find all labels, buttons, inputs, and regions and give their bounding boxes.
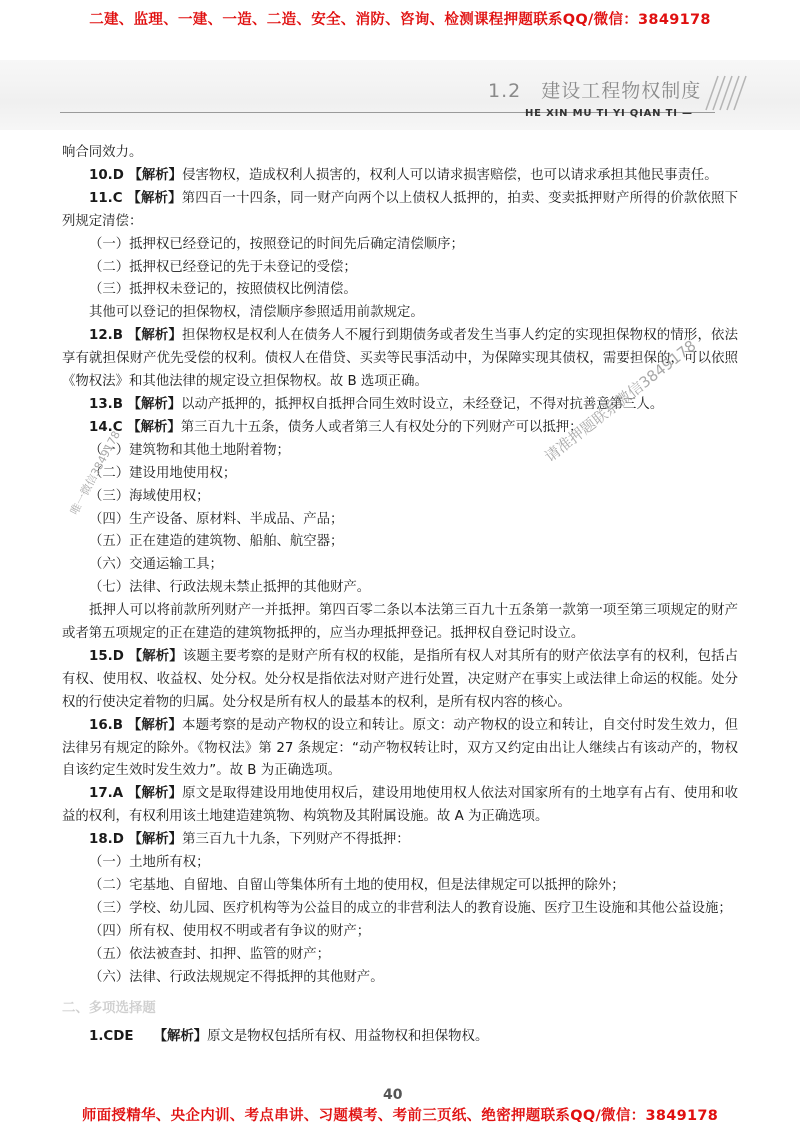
list-item (62, 852, 738, 875)
list-item (62, 486, 738, 509)
paragraph-text: 侵害物权，造成权利人损害的，权利人可以请求损害赔偿，也可以请求承担其他民事责任。 (182, 167, 718, 183)
list-item (62, 898, 738, 921)
paragraph (62, 302, 738, 325)
paragraph-text: （七）法律、行政法规未禁止抵押的其他财产。 (89, 580, 371, 596)
paragraph-text: 该题主要考察的是财产所有权的权能，是指所有权人对其所有的财产依法享有的权利，包括占有权、使用权、收益权、处分权。处分权是指依法对财产进行处置，决定财产在事实上或法律上命运的权能。处分权的行使决定着物的归属。处分权是所有权人的最基本的权利，是所有权内容的核心。 (62, 648, 739, 710)
paragraph-text: 抵押人可以将前款所列财产一并抵押。第四百零二条以本法第三百九十五条第一款第一项至第三项规定的财产或者第五项规定的正在建造的建筑物抵押的，应当办理抵押登记。抵押权自登记时设立。 (62, 603, 738, 642)
paragraph-text: （三）抵押权未登记的，按照债权比例清偿。 (89, 282, 357, 298)
paragraph-text: （二）宅基地、自留地、自留山等集体所有土地的使用权，但是法律规定可以抵押的除外； (89, 878, 625, 893)
answer-tag: 16.B 【解析】 (89, 717, 183, 733)
top-banner: 二建、监理、一建、一造、二造、安全、消防、咨询、检测课程押题联系QQ/微信：3849178 (89, 12, 711, 28)
section-subtitle: HE XIN MU TI YI QIAN TI — (525, 108, 693, 119)
paragraph (62, 1026, 738, 1049)
section-heading (62, 998, 738, 1021)
list-item (62, 531, 738, 554)
list-item (62, 554, 738, 577)
paragraph-text: 本题考察的是动产物权的设立和转让。原文：动产物权的设立和转让，自交付时发生效力，但法律另有规定的除外。《物权法》第 27 条规定：“动产物权转让时，双方又约定由出让人继续占有该动产的，物权自该约定生效时发生效力”。故 B 为正确选项。 (62, 717, 739, 779)
paragraph-text: （四）所有权、使用权不明或者有争议的财产； (89, 923, 371, 939)
paragraph (62, 646, 738, 715)
paragraph-text: （一）抵押权已经登记的，按照登记的时间先后确定清偿顺序； (89, 236, 464, 252)
paragraph-text: （三）学校、幼儿园、医疗机构等为公益目的成立的非营利法人的教育设施、医疗卫生设施和其他公益设施； (89, 900, 732, 916)
list-item (62, 509, 738, 532)
list-item (62, 463, 738, 486)
list-item (62, 577, 738, 600)
paragraph-text: （二）抵押权已经登记的先于未登记的受偿； (89, 259, 357, 275)
paragraph (62, 715, 738, 784)
paragraph (62, 165, 738, 188)
answer-tag: 1.CDE 【解析】 (89, 1029, 208, 1045)
answer-tag: 14.C 【解析】 (89, 419, 181, 435)
list-item (62, 440, 738, 463)
page-number: 40 (383, 1087, 403, 1103)
paragraph-text: （五）正在建造的建筑物、船舶、航空器； (89, 534, 344, 550)
list-item (62, 944, 738, 967)
paragraph-text: （二）建设用地使用权； (89, 465, 237, 481)
paragraph-text: （四）生产设备、原材料、半成品、产品； (89, 511, 344, 527)
bottom-banner: 师面授精华、央企内训、考点串讲、习题模考、考前三页纸、绝密押题联系QQ/微信：3849178 (81, 1108, 719, 1124)
paragraph-text: 响合同效力。 (62, 145, 143, 160)
answer-tag: 10.D 【解析】 (89, 167, 183, 183)
watermark-left: 唯一微信3849178 (67, 428, 123, 518)
header-decoration-icon (700, 72, 750, 112)
answer-explanations (62, 142, 738, 1049)
paragraph-text: 其他可以登记的担保物权，清偿顺序参照适用前款规定。 (89, 305, 424, 321)
answer-tag: 18.D 【解析】 (89, 832, 183, 848)
paragraph-text: （一）建筑物和其他土地附着物； (89, 442, 290, 458)
answer-tag: 17.A 【解析】 (89, 786, 183, 802)
paragraph-text: 担保物权是权利人在债务人不履行到期债务或者发生当事人约定的实现担保物权的情形，依法享有就担保财产优先受偿的权利。债权人在借贷、买卖等民事活动中，为保障实现其债权，需要担保的，可以依照《物权法》和其他法律的规定设立担保物权。故 B 选项正确。 (62, 328, 739, 390)
paragraph-text: （五）依法被查封、扣押、监管的财产； (89, 946, 331, 962)
list-item (62, 234, 738, 257)
list-item (62, 967, 738, 990)
answer-tag: 15.D 【解析】 (89, 648, 183, 664)
paragraph-text: 第四百一十四条，同一财产向两个以上债权人抵押的，拍卖、变卖抵押财产所得的价款依照下列规定清偿： (62, 190, 738, 229)
answer-tag: 11.C 【解析】 (89, 190, 182, 206)
paragraph (62, 417, 738, 440)
section-title: 1.2 建设工程物权制度 (488, 80, 702, 102)
paragraph (62, 829, 738, 852)
paragraph-text: （六）交通运输工具； (89, 557, 223, 573)
list-item (62, 921, 738, 944)
paragraph (62, 783, 738, 829)
paragraph-text: 第三百九十九条，下列财产不得抵押： (182, 832, 410, 848)
paragraph-text: 二、多项选择题 (62, 1000, 156, 1016)
paragraph (62, 188, 738, 234)
paragraph-text: 第三百九十五条，债务人或者第三人有权处分的下列财产可以抵押： (180, 419, 583, 435)
paragraph (62, 600, 738, 646)
answer-tag: 13.B 【解析】 (89, 396, 182, 412)
watermark-right: 请准押题联系微信3849178 (541, 336, 700, 466)
paragraph-text: 原文是取得建设用地使用权后，建设用地使用权人依法对国家所有的土地享有占有、使用和收益的权利，有权利用该土地建造建筑物、构筑物及其附属设施。故 A 为正确选项。 (62, 786, 739, 825)
paragraph-text: （六）法律、行政法规规定不得抵押的其他财产。 (89, 969, 384, 985)
list-item (62, 875, 738, 898)
paragraph-text: （一）土地所有权； (89, 855, 210, 871)
answer-tag: 12.B 【解析】 (89, 328, 183, 344)
paragraph (62, 142, 738, 165)
paragraph-text: 以动产抵押的，抵押权自抵押合同生效时设立，未经登记，不得对抗善意第三人。 (181, 396, 664, 412)
paragraph-text: 原文是物权包括所有权、用益物权和担保物权。 (207, 1029, 489, 1045)
paragraph-text: （三）海域使用权； (89, 488, 210, 504)
list-item (62, 279, 738, 302)
list-item (62, 257, 738, 280)
